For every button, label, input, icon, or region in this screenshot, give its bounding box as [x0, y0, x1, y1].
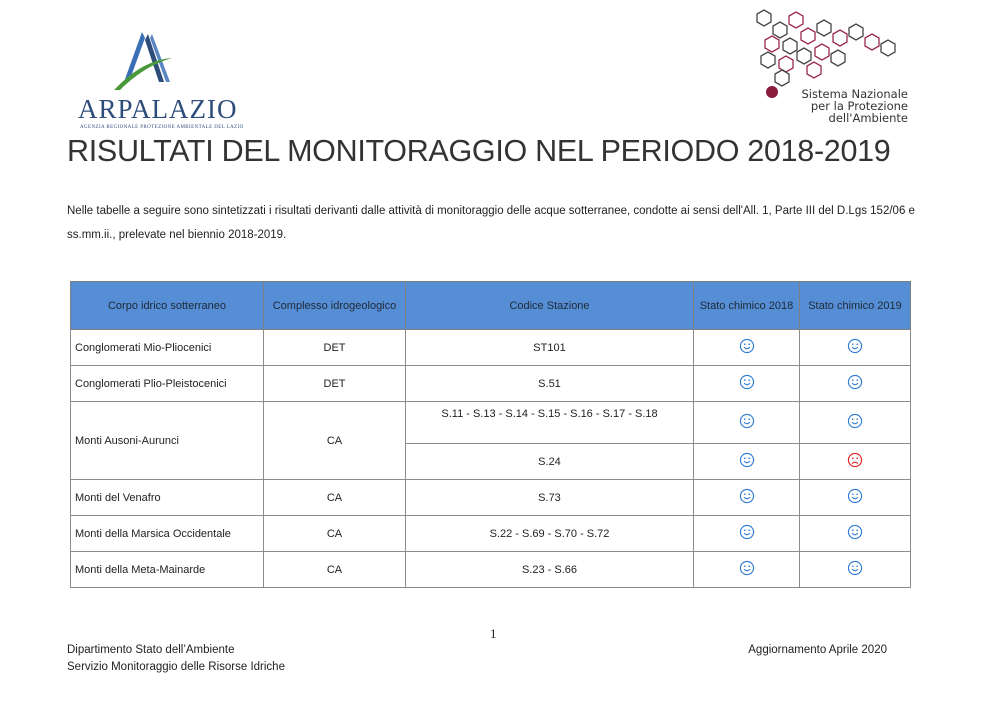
snpa-line-1: Sistema Nazionale: [801, 87, 908, 101]
snpa-logo: [745, 4, 925, 129]
snpa-line-3: dell'Ambiente: [828, 111, 908, 125]
complesso-cell: CA: [264, 402, 406, 480]
arpalazio-name: ARPALAZIO: [78, 94, 238, 124]
complesso-cell: DET: [264, 366, 406, 402]
stato-2018-cell: [694, 366, 800, 402]
stato-2019-cell: [800, 330, 911, 366]
stato-2019-cell: [800, 480, 911, 516]
complesso-cell: CA: [264, 480, 406, 516]
table-row: [71, 516, 911, 552]
header-corpo: Corpo idrico sotterraneo: [71, 282, 264, 330]
header-stazione: Codice Stazione: [406, 282, 694, 330]
corpo-cell: Monti della Marsica Occidentale: [71, 516, 264, 552]
smiley-icon: [847, 413, 863, 432]
page-title: RISULTATI DEL MONITORAGGIO NEL PERIODO 2018-2019: [67, 134, 891, 168]
snpa-line-2: per la Protezione: [810, 99, 908, 113]
smiley-icon: [739, 452, 755, 471]
complesso-cell: CA: [264, 552, 406, 588]
arpalazio-emblem-icon: [112, 30, 182, 92]
stazione-cell: S.22 - S.69 - S.70 - S.72: [406, 516, 694, 552]
table-header-row: [71, 282, 911, 330]
stazione-cell: ST101: [406, 330, 694, 366]
header-complesso: Complesso idrogeologico: [264, 282, 406, 330]
smiley-icon: [739, 338, 755, 357]
stazione-cell: S.11 - S.13 - S.14 - S.15 - S.16 - S.17 - S.18: [406, 402, 694, 444]
smiley-icon: [847, 374, 863, 393]
smiley-icon: [739, 413, 755, 432]
stato-2019-cell: [800, 516, 911, 552]
complesso-cell: DET: [264, 330, 406, 366]
smiley-icon: [739, 560, 755, 579]
table-row: [71, 330, 911, 366]
stato-2019-cell: [800, 366, 911, 402]
smiley-icon: [847, 488, 863, 507]
table-row: [71, 480, 911, 516]
smiley-icon: [739, 524, 755, 543]
header-stato-2018: Stato chimico 2018: [694, 282, 800, 330]
stazione-cell: S.24: [406, 444, 694, 480]
corpo-cell: Monti Ausoni-Aurunci: [71, 402, 264, 480]
table-row: [71, 402, 911, 444]
stato-2018-cell: [694, 330, 800, 366]
intro-paragraph: Nelle tabelle a seguire sono sintetizzati i risultati derivanti dalle attività di monitoraggio delle acque sotterranee, condotte ai sensi dell'All. 1, Parte III del D.Lgs 152/06 e ss.mm.ii., prelevate nel biennio 2018-2019.: [67, 205, 915, 241]
header-stato-2019: Stato chimico 2019: [800, 282, 911, 330]
smiley-icon: [847, 524, 863, 543]
smiley-icon: [739, 488, 755, 507]
stato-2018-cell: [694, 552, 800, 588]
corpo-cell: Monti della Meta-Mainarde: [71, 552, 264, 588]
corpo-cell: Monti del Venafro: [71, 480, 264, 516]
table-row: [71, 366, 911, 402]
stazione-cell: S.51: [406, 366, 694, 402]
frown-icon: [847, 452, 863, 471]
smiley-icon: [847, 338, 863, 357]
complesso-cell: CA: [264, 516, 406, 552]
stato-2018-cell: [694, 402, 800, 444]
results-table: [70, 281, 911, 588]
smiley-icon: [739, 374, 755, 393]
corpo-cell: Conglomerati Plio-Pleistocenici: [71, 366, 264, 402]
arpalazio-tagline: AGENZIA REGIONALE PROTEZIONE AMBIENTALE DEL LAZIO: [80, 125, 244, 130]
arpalazio-logo: [72, 30, 244, 140]
stazione-cell: S.73: [406, 480, 694, 516]
stazione-cell: S.23 - S.66: [406, 552, 694, 588]
stato-2018-cell: [694, 444, 800, 480]
corpo-cell: Conglomerati Mio-Pliocenici: [71, 330, 264, 366]
footer-update: Aggiornamento Aprile 2020: [748, 644, 887, 656]
table-row: [71, 552, 911, 588]
stato-2019-cell: [800, 552, 911, 588]
stato-2018-cell: [694, 480, 800, 516]
stato-2019-cell: [800, 402, 911, 444]
footer-service: Servizio Monitoraggio delle Risorse Idriche: [67, 661, 285, 673]
stato-2019-cell: [800, 444, 911, 480]
page-number: 1: [490, 626, 497, 641]
stato-2018-cell: [694, 516, 800, 552]
footer-department: Dipartimento Stato dell’Ambiente: [67, 644, 235, 656]
snpa-text: [773, 88, 908, 124]
smiley-icon: [847, 560, 863, 579]
